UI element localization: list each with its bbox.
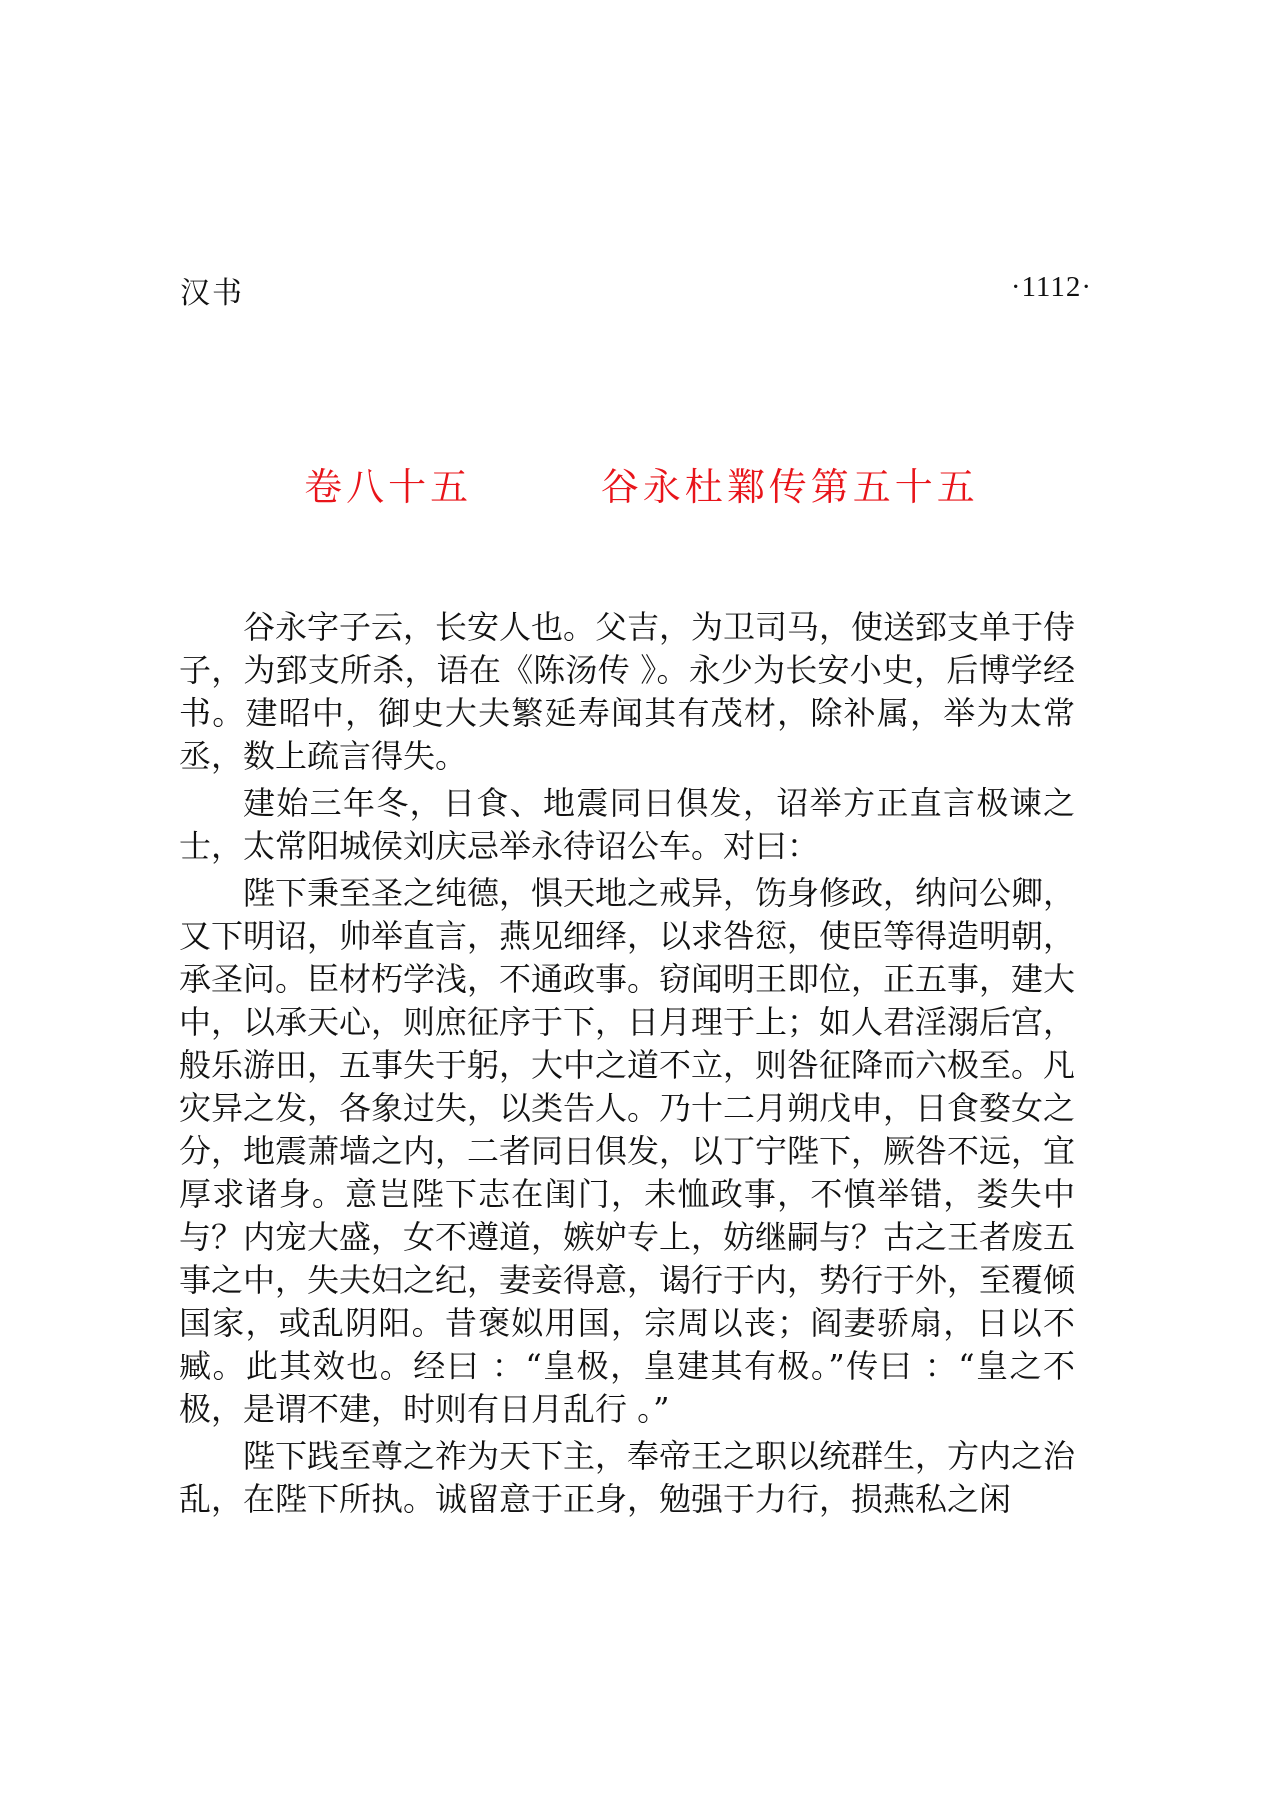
body-text: [179, 606, 1075, 1521]
paragraph-1: 谷永字子云，长安人也。父吉，为卫司马，使送郅支单于侍子，为郅支所杀，语在《陈汤传 》。永少为长安小史，后博学经书。建昭中，御史大夫繁延寿闻其有茂材，除补属，举为太常丞，数上疏言得失。: [179, 608, 1076, 775]
paragraph-2: 建始三年冬，日食、地震同日俱发，诏举方正直言极谏之士，太常阳城侯刘庆忌举永待诏公车。对曰：: [179, 784, 1075, 865]
page-number: ·1112·: [1010, 271, 1092, 303]
chapter-title: 卷八十五 谷永杜鄴传第五十五: [304, 465, 979, 509]
paragraph-3: 陛下秉至圣之纯德，惧天地之戒异，饬身修政，纳问公卿，又下明诏，帅举直言，燕见细绎，以求咎愆，使臣等得造明朝，承圣问。臣材朽学浅，不通政事。窃闻明王即位，正五事，建大中，以承天心，则庶征序于下，日月理于上；如人君淫溺后宫，般乐游田，五事失于躬，大中之道不立，则咎征降而六极至。凡灾异之发，各象过失，以类告人。乃十二月朔戊申，日食婺女之分，地震萧墙之内，二者同日俱发，以丁宁陛下，厥咎不远，宜厚求诸身。意岂陛下志在闺门，未恤政事，不慎举错，娄失中与？内宠大盛，女不遵道，嫉妒专上，妨继嗣与？古之王者废五事之中，失夫妇之纪，妻妾得意，谒行于内，势行于外，至覆倾国家，或乱阴阳。昔褒姒用国，宗周以丧；阎妻骄扇，日以不臧。此其效也。经曰 ：“皇极，皇建其有极。”传曰 ：“皇之不极，是谓不建，时则有日月乱行 。”: [179, 874, 1076, 1428]
running-head-book-title: 汉书: [180, 276, 244, 311]
paragraph-4: 陛下践至尊之祚为天下主，奉帝王之职以统群生，方内之治乱，在陛下所执。诚留意于正身，勉强于力行，损燕私之闲: [179, 1437, 1076, 1518]
